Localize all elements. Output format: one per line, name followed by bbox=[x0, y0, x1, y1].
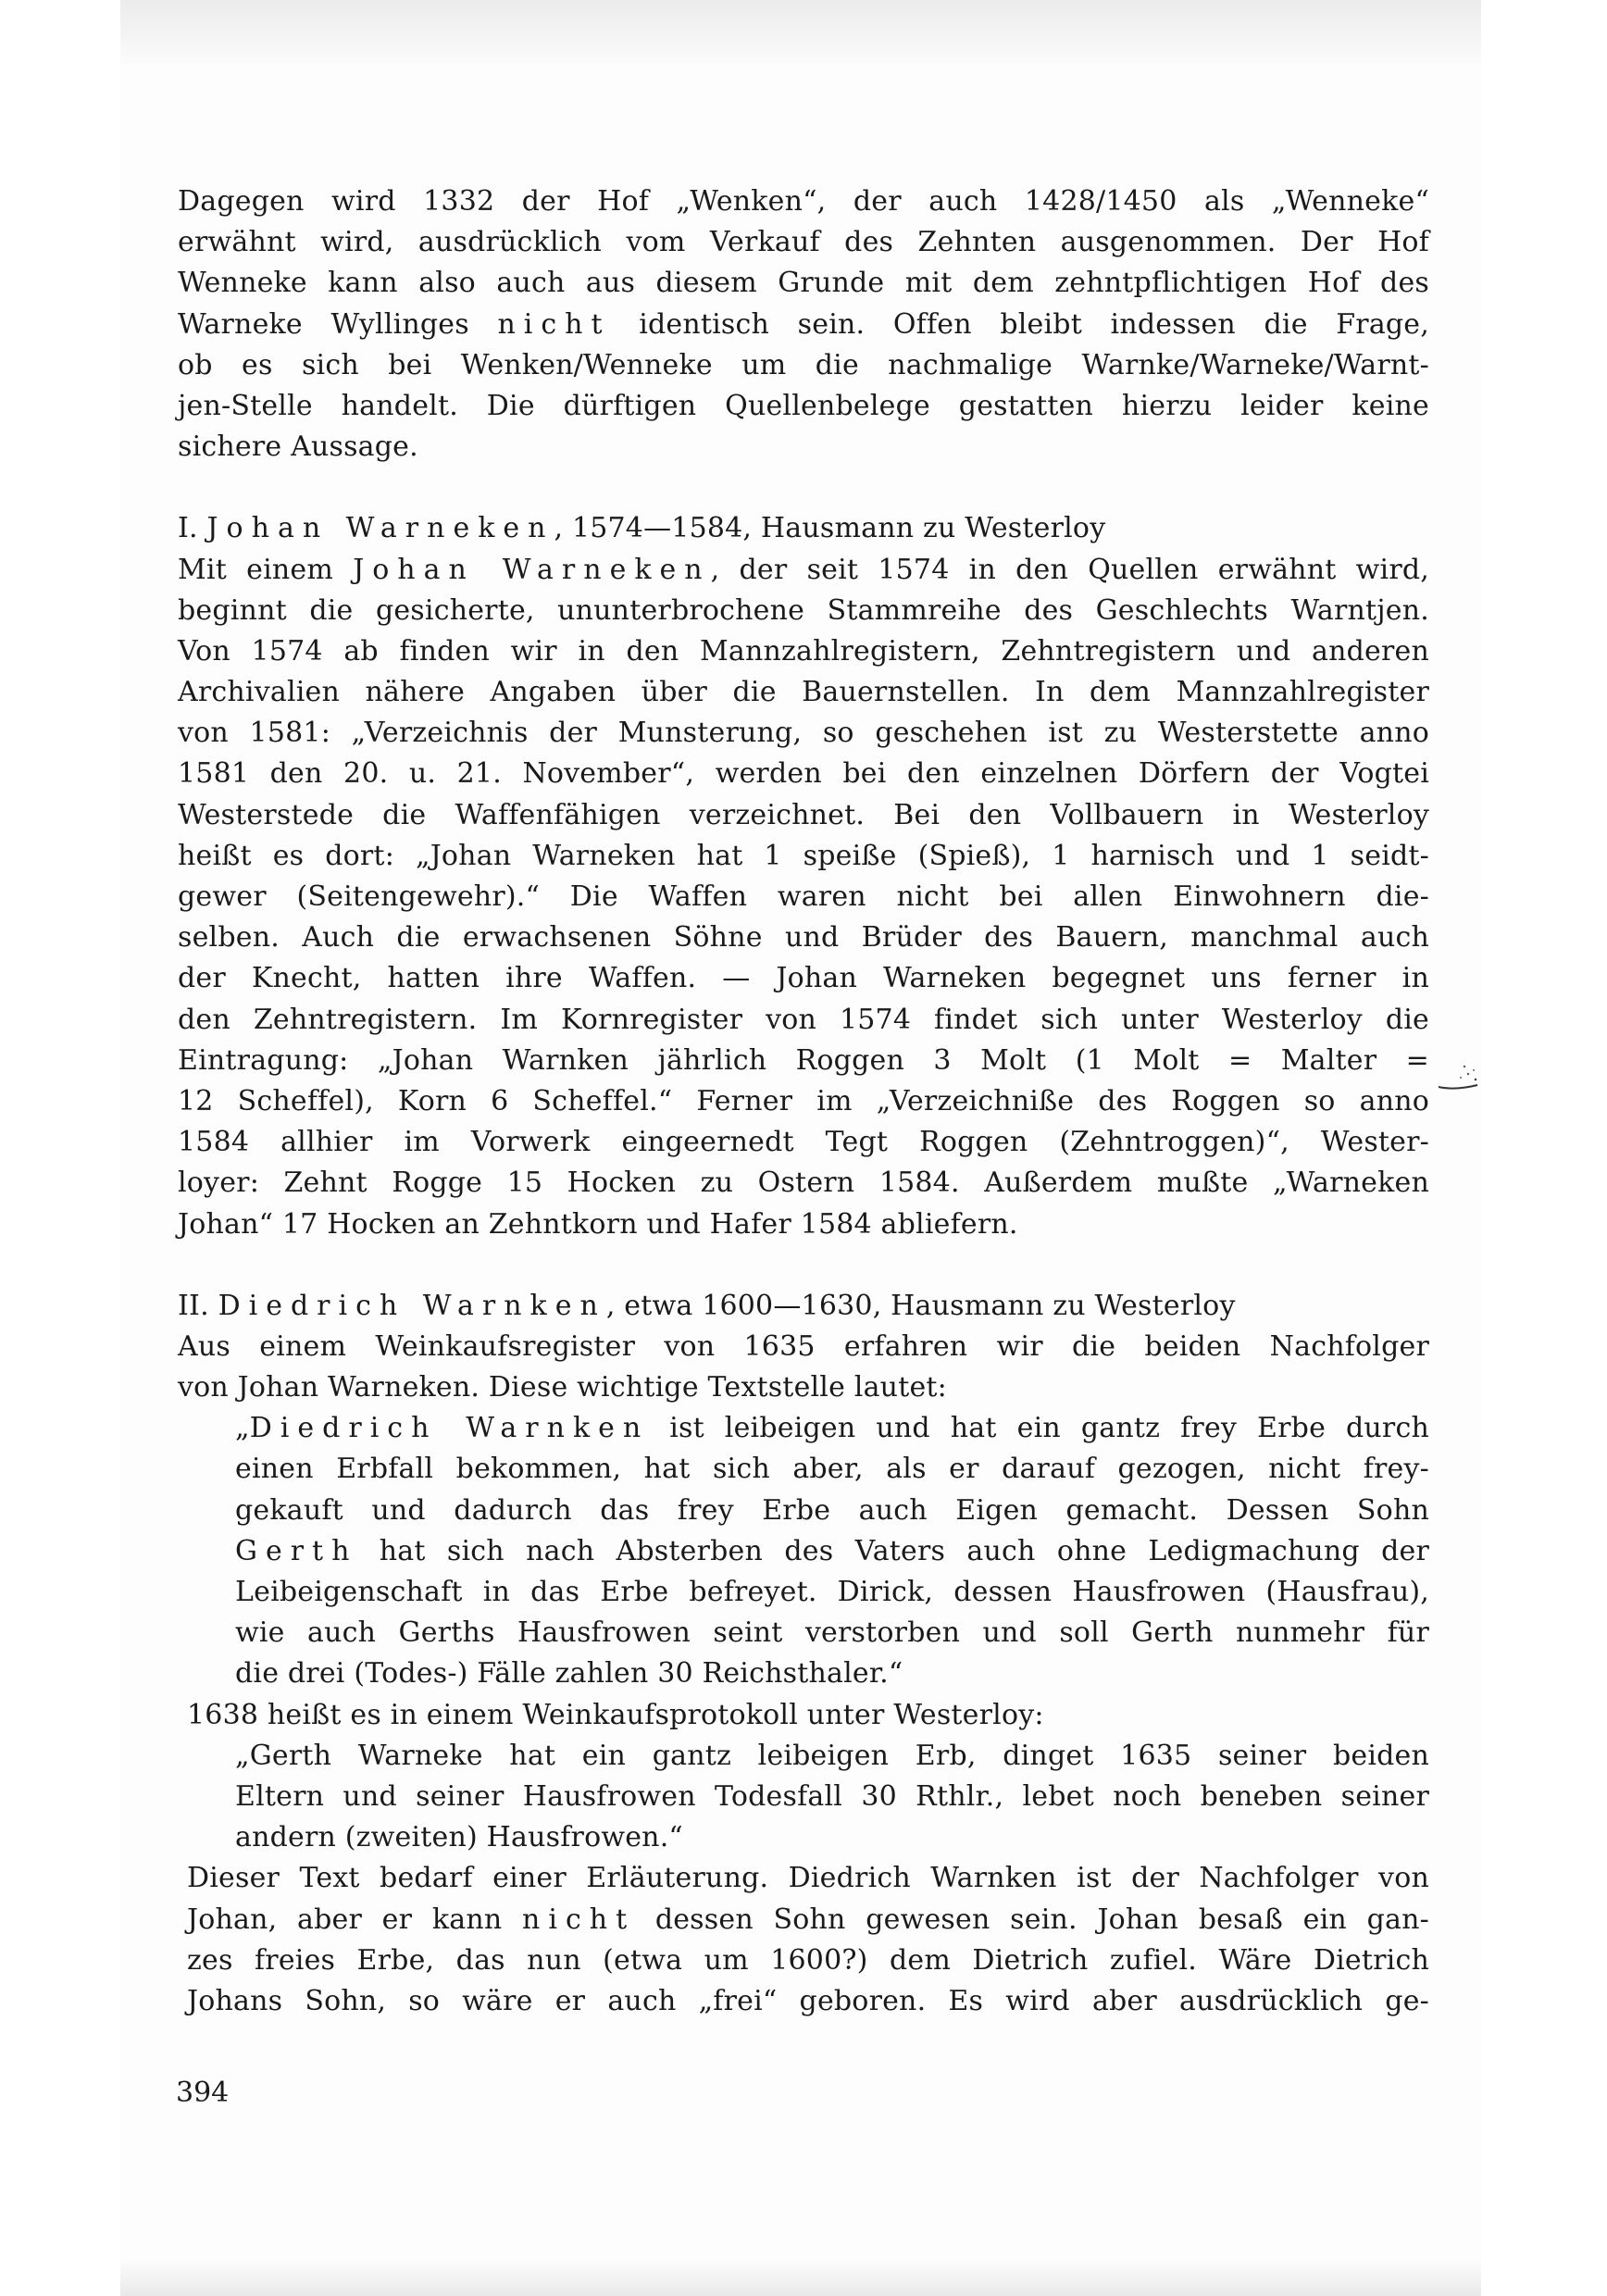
quote-line: „Gerth Warneke hat ein gantz leibeigen Erb, dinget 1635 seiner beiden bbox=[235, 1739, 1429, 1772]
section-heading bbox=[178, 1286, 1429, 1327]
quote-line: andern (zweiten) Hausfrowen.“ bbox=[235, 1821, 683, 1854]
text-fragment: , der seit 1574 in den Quellen erwähnt wird, bbox=[710, 553, 1430, 586]
emphasis-spaced: nicht bbox=[497, 307, 611, 341]
text-line: Dieser Text bedarf einer Erläuterung. Diedrich Warnken ist der Nachfolger von bbox=[187, 1862, 1429, 1895]
text-line: den Zehntregistern. Im Kornregister von 1574 findet sich unter Westerloy die bbox=[178, 1003, 1429, 1036]
text-line: Von 1574 ab finden wir in den Mannzahlregistern, Zehntregistern und anderen bbox=[178, 634, 1429, 668]
text-line: der Knecht, hatten ihre Waffen. — Johan Warneken begegnet uns ferner in bbox=[178, 962, 1429, 995]
text-fragment: Mit einem bbox=[178, 553, 354, 586]
text-line: Dagegen wird 1332 der Hof „Wenken“, der auch 1428/1450 als „Wenneke“ bbox=[178, 185, 1429, 218]
section-heading bbox=[178, 508, 1429, 549]
text-fragment: Johan, aber er kann bbox=[187, 1903, 523, 1936]
text-line: heißt es dort: „Johan Warneken hat 1 speiße (Spieß), 1 harnisch und 1 seidt- bbox=[178, 839, 1429, 872]
quote-mark: „ bbox=[235, 1412, 250, 1445]
section-1 bbox=[178, 508, 1429, 1244]
text-line: von 1581: „Verzeichnis der Munsterung, so geschehen ist zu Westerstette anno bbox=[178, 717, 1429, 750]
quote-line: Eltern und seiner Hausfrowen Todesfall 30 Rthlr., lebet noch beneben seiner bbox=[235, 1779, 1429, 1813]
emphasis-spaced: Johan Warneken bbox=[353, 553, 711, 586]
text-line: Johans Sohn, so wäre er auch „frei“ geboren. Es wird aber ausdrücklich ge- bbox=[187, 1984, 1429, 2017]
text-fragment: Warneke Wyllinges bbox=[178, 307, 498, 341]
text-line: Archivalien nähere Angaben über die Bauernstellen. In dem Mannzahlregister bbox=[178, 676, 1429, 709]
scan-shadow-bottom bbox=[120, 2259, 1481, 2296]
text-line bbox=[187, 1900, 1429, 1940]
text-line: gewer (Seitengewehr).“ Die Waffen waren nicht bei allen Einwohnern die- bbox=[178, 880, 1429, 913]
text-line: Westerstede die Waffenfähigen verzeichnet. Bei den Vollbauern in Westerloy bbox=[178, 798, 1429, 831]
text-line: zes freies Erbe, das nun (etwa um 1600?) dem Dietrich zufiel. Wäre Dietrich bbox=[187, 1943, 1429, 1977]
text-line: beginnt die gesicherte, ununterbrochene Stammreihe des Geschlechts Warntjen. bbox=[178, 593, 1429, 627]
heading-numeral: II. bbox=[178, 1289, 218, 1322]
scan-smudge-mark bbox=[1437, 1055, 1483, 1092]
text-line: 12 Scheffel), Korn 6 Scheffel.“ Ferner im „Verzeichniße des Roggen so anno bbox=[178, 1084, 1429, 1117]
quote-line: wie auch Gerths Hausfrowen seint verstorben und soll Gerth nunmehr für bbox=[235, 1616, 1429, 1650]
text-fragment: hat sich nach Absterben des Vaters auch ohne Ledigmachung der bbox=[357, 1534, 1429, 1567]
text-line: 1581 den 20. u. 21. November“, werden bei den einzelnen Dörfern der Vogtei bbox=[178, 757, 1429, 791]
heading-numeral: I. bbox=[178, 512, 207, 545]
text-line: 1584 allhier im Vorwerk eingeernedt Tegt Roggen (Zehntroggen)“, Wester- bbox=[178, 1126, 1429, 1159]
quote-line: die drei (Todes-) Fälle zahlen 30 Reichsthaler.“ bbox=[235, 1657, 903, 1691]
quote-line bbox=[235, 1531, 1429, 1572]
quote-line bbox=[235, 1408, 1429, 1449]
text-line: loyer: Zehnt Rogge 15 Hocken zu Ostern 1584. Außerdem mußte „Warneken bbox=[178, 1167, 1429, 1200]
text-fragment: identisch sein. Offen bleibt indessen die Frage, bbox=[610, 307, 1430, 341]
emphasis-spaced: nicht bbox=[522, 1903, 636, 1936]
text-line: 1638 heißt es in einem Weinkaufsprotokoll unter Westerloy: bbox=[187, 1698, 1044, 1731]
text-line: Wenneke kann also auch aus diesem Grunde mit dem zehntpflichtigen Hof des bbox=[178, 267, 1429, 300]
emphasis-spaced: Diedrich Warnken bbox=[249, 1412, 650, 1445]
text-line: sichere Aussage. bbox=[178, 430, 418, 464]
text-line bbox=[178, 550, 1429, 591]
scan-shadow-top bbox=[120, 0, 1481, 65]
section-2 bbox=[178, 1286, 1429, 2022]
text-line bbox=[178, 305, 1429, 345]
heading-details: , 1574—1584, Hausmann zu Westerloy bbox=[554, 512, 1106, 545]
heading-details: , etwa 1600—1630, Hausmann zu Westerloy bbox=[605, 1289, 1236, 1322]
page-number: 394 bbox=[176, 2077, 230, 2109]
text-line: selben. Auch die erwachsenen Söhne und Brüder des Bauern, manchmal auch bbox=[178, 921, 1429, 955]
heading-name: Diedrich Warnken bbox=[218, 1289, 606, 1322]
text-fragment: ist leibeigen und hat ein gantz frey Erbe durch bbox=[649, 1412, 1429, 1445]
text-line: Aus einem Weinkaufsregister von 1635 erfahren wir die beiden Nachfolger bbox=[178, 1329, 1429, 1363]
block-quote-2 bbox=[178, 1736, 1429, 1859]
intro-paragraph bbox=[178, 181, 1429, 468]
text-line: ob es sich bei Wenken/Wenneke um die nachmalige Warnke/Warneke/Warnt- bbox=[178, 348, 1429, 381]
block-quote-1 bbox=[178, 1408, 1429, 1694]
text-line: erwähnt wird, ausdrücklich vom Verkauf des Zehnten ausgenommen. Der Hof bbox=[178, 226, 1429, 259]
text-line: Johan“ 17 Hocken an Zehntkorn und Hafer 1584 abliefern. bbox=[178, 1207, 1018, 1241]
page-body-text bbox=[178, 181, 1429, 2022]
closing-paragraph bbox=[178, 1858, 1429, 2022]
heading-name: Johan Warneken bbox=[206, 512, 554, 545]
quote-line: Leibeigenschaft in das Erbe befreyet. Dirick, dessen Hausfrowen (Hausfrau), bbox=[235, 1576, 1429, 1608]
text-line: Eintragung: „Johan Warnken jährlich Roggen 3 Molt (1 Molt = Malter = bbox=[178, 1043, 1429, 1077]
text-fragment: dessen Sohn gewesen sein. Johan besaß ein gan- bbox=[635, 1903, 1429, 1936]
text-line: jen-Stelle handelt. Die dürftigen Quellenbelege gestatten hierzu leider keine bbox=[178, 389, 1429, 422]
text-line: von Johan Warneken. Diese wichtige Textstelle lautet: bbox=[178, 1371, 947, 1404]
quote-line: einen Erbfall bekommen, hat sich aber, als er darauf gezogen, nicht frey- bbox=[235, 1453, 1429, 1486]
quote-line: gekauft und dadurch das frey Erbe auch Eigen gemacht. Dessen Sohn bbox=[235, 1493, 1429, 1527]
emphasis-spaced: Gerth bbox=[235, 1534, 358, 1567]
